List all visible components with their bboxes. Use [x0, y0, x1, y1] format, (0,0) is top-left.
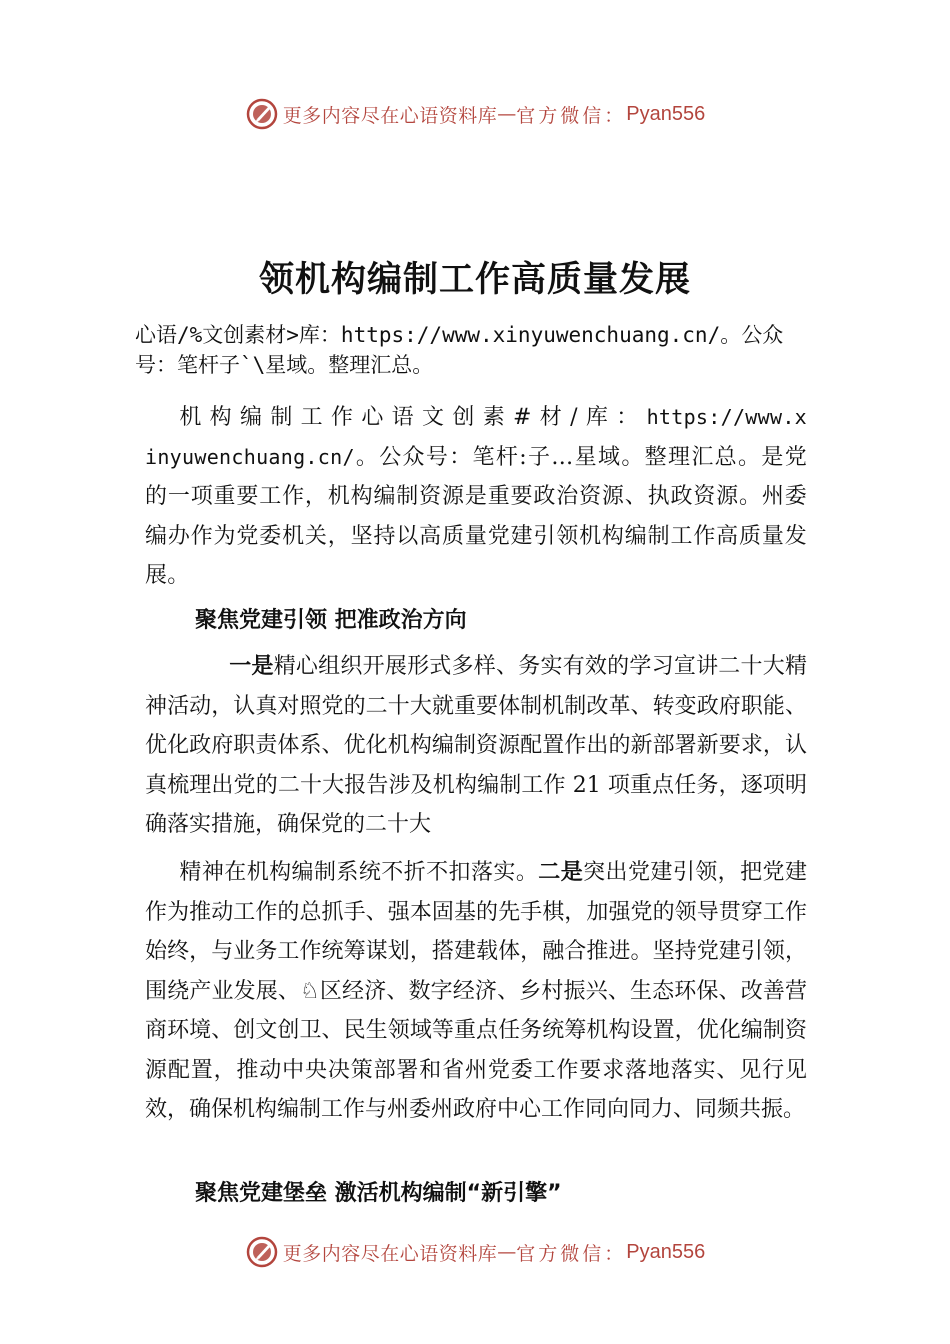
paragraph-point-one [145, 647, 807, 845]
paragraph-intro-prefix: 机构编制工作心语文创素#材/库： [179, 405, 647, 430]
paragraph-point-two-before: 精神在机构编制系统不折不扣落实。 [179, 860, 539, 885]
pen-circle-logo-icon [245, 1235, 279, 1269]
section-heading-2: 聚焦党建堡垒 激活机构编制“新引擎” [195, 1181, 562, 1206]
watermark-banner-bottom [0, 1232, 950, 1272]
paragraph-intro-url: https://www.xinyuwenchuang.cn/ [145, 405, 807, 469]
document-title: 领机构编制工作高质量发展 [258, 259, 691, 300]
paragraph-point-one-lead: 一是 [229, 654, 274, 679]
watermark-wechat-id: Pyan556 [626, 1240, 706, 1263]
paragraph-intro [145, 398, 807, 596]
pen-circle-logo-icon [245, 97, 279, 131]
watermark-wechat-id: Pyan556 [626, 102, 706, 125]
watermark-dash: — [497, 1241, 517, 1263]
paragraph-intro-body: 。公众号：笔杆:子…星域。整理汇总。是党的一项重要工作，机构编制资源是重要政治资源、执政资源。州委编办作为党委机关，坚持以高质量党建引领机构编制工作高质量发展。 [145, 444, 807, 588]
watermark-dash: — [497, 103, 517, 125]
paragraph-point-two [145, 853, 807, 1130]
watermark-text: 更多内容尽在心语资料库 [282, 1242, 498, 1265]
section-heading-1: 聚焦党建引领 把准政治方向 [195, 608, 467, 633]
source-line: 心语/%文创素材>库：https://www.xinyuwenchuang.cn/。公众号：笔杆子`\星域。整理汇总。 [135, 323, 784, 377]
paragraph-point-one-body: 精心组织开展形式多样、务实有效的学习宣讲二十大精神活动，认真对照党的二十大就重要体制机制改革、转变政府职能、优化政府职责体系、优化机构编制资源配置作出的新部署新要求，认真梳理出党的二十大报告涉及机构编制工作 21 项重点任务，逐项明确落实措施，确保党的二十大 [145, 654, 807, 837]
paragraph-point-two-lead: 二是 [538, 860, 584, 885]
watermark-banner-top [0, 94, 950, 134]
watermark-wechat-label: 官方微信： [516, 104, 627, 127]
watermark-text: 更多内容尽在心语资料库 [282, 104, 498, 127]
watermark-wechat-label: 官方微信： [516, 1242, 627, 1265]
paragraph-point-two-body: 突出党建引领，把党建作为推动工作的总抓手、强本固基的先手棋，加强党的领导贯穿工作始终，与业务工作统筹谋划，搭建载体，融合推进。坚持党建引领，围绕产业发展、♘区经济、数字经济、乡村振兴、生态环保、改善营商环境、创文创卫、民生领域等重点任务统筹机构设置，优化编制资源配置，推动中央决策部署和省州党委工作要求落地落实、见行见效，确保机构编制工作与州委州政府中心工作同向同力、同频共振。 [145, 860, 807, 1122]
